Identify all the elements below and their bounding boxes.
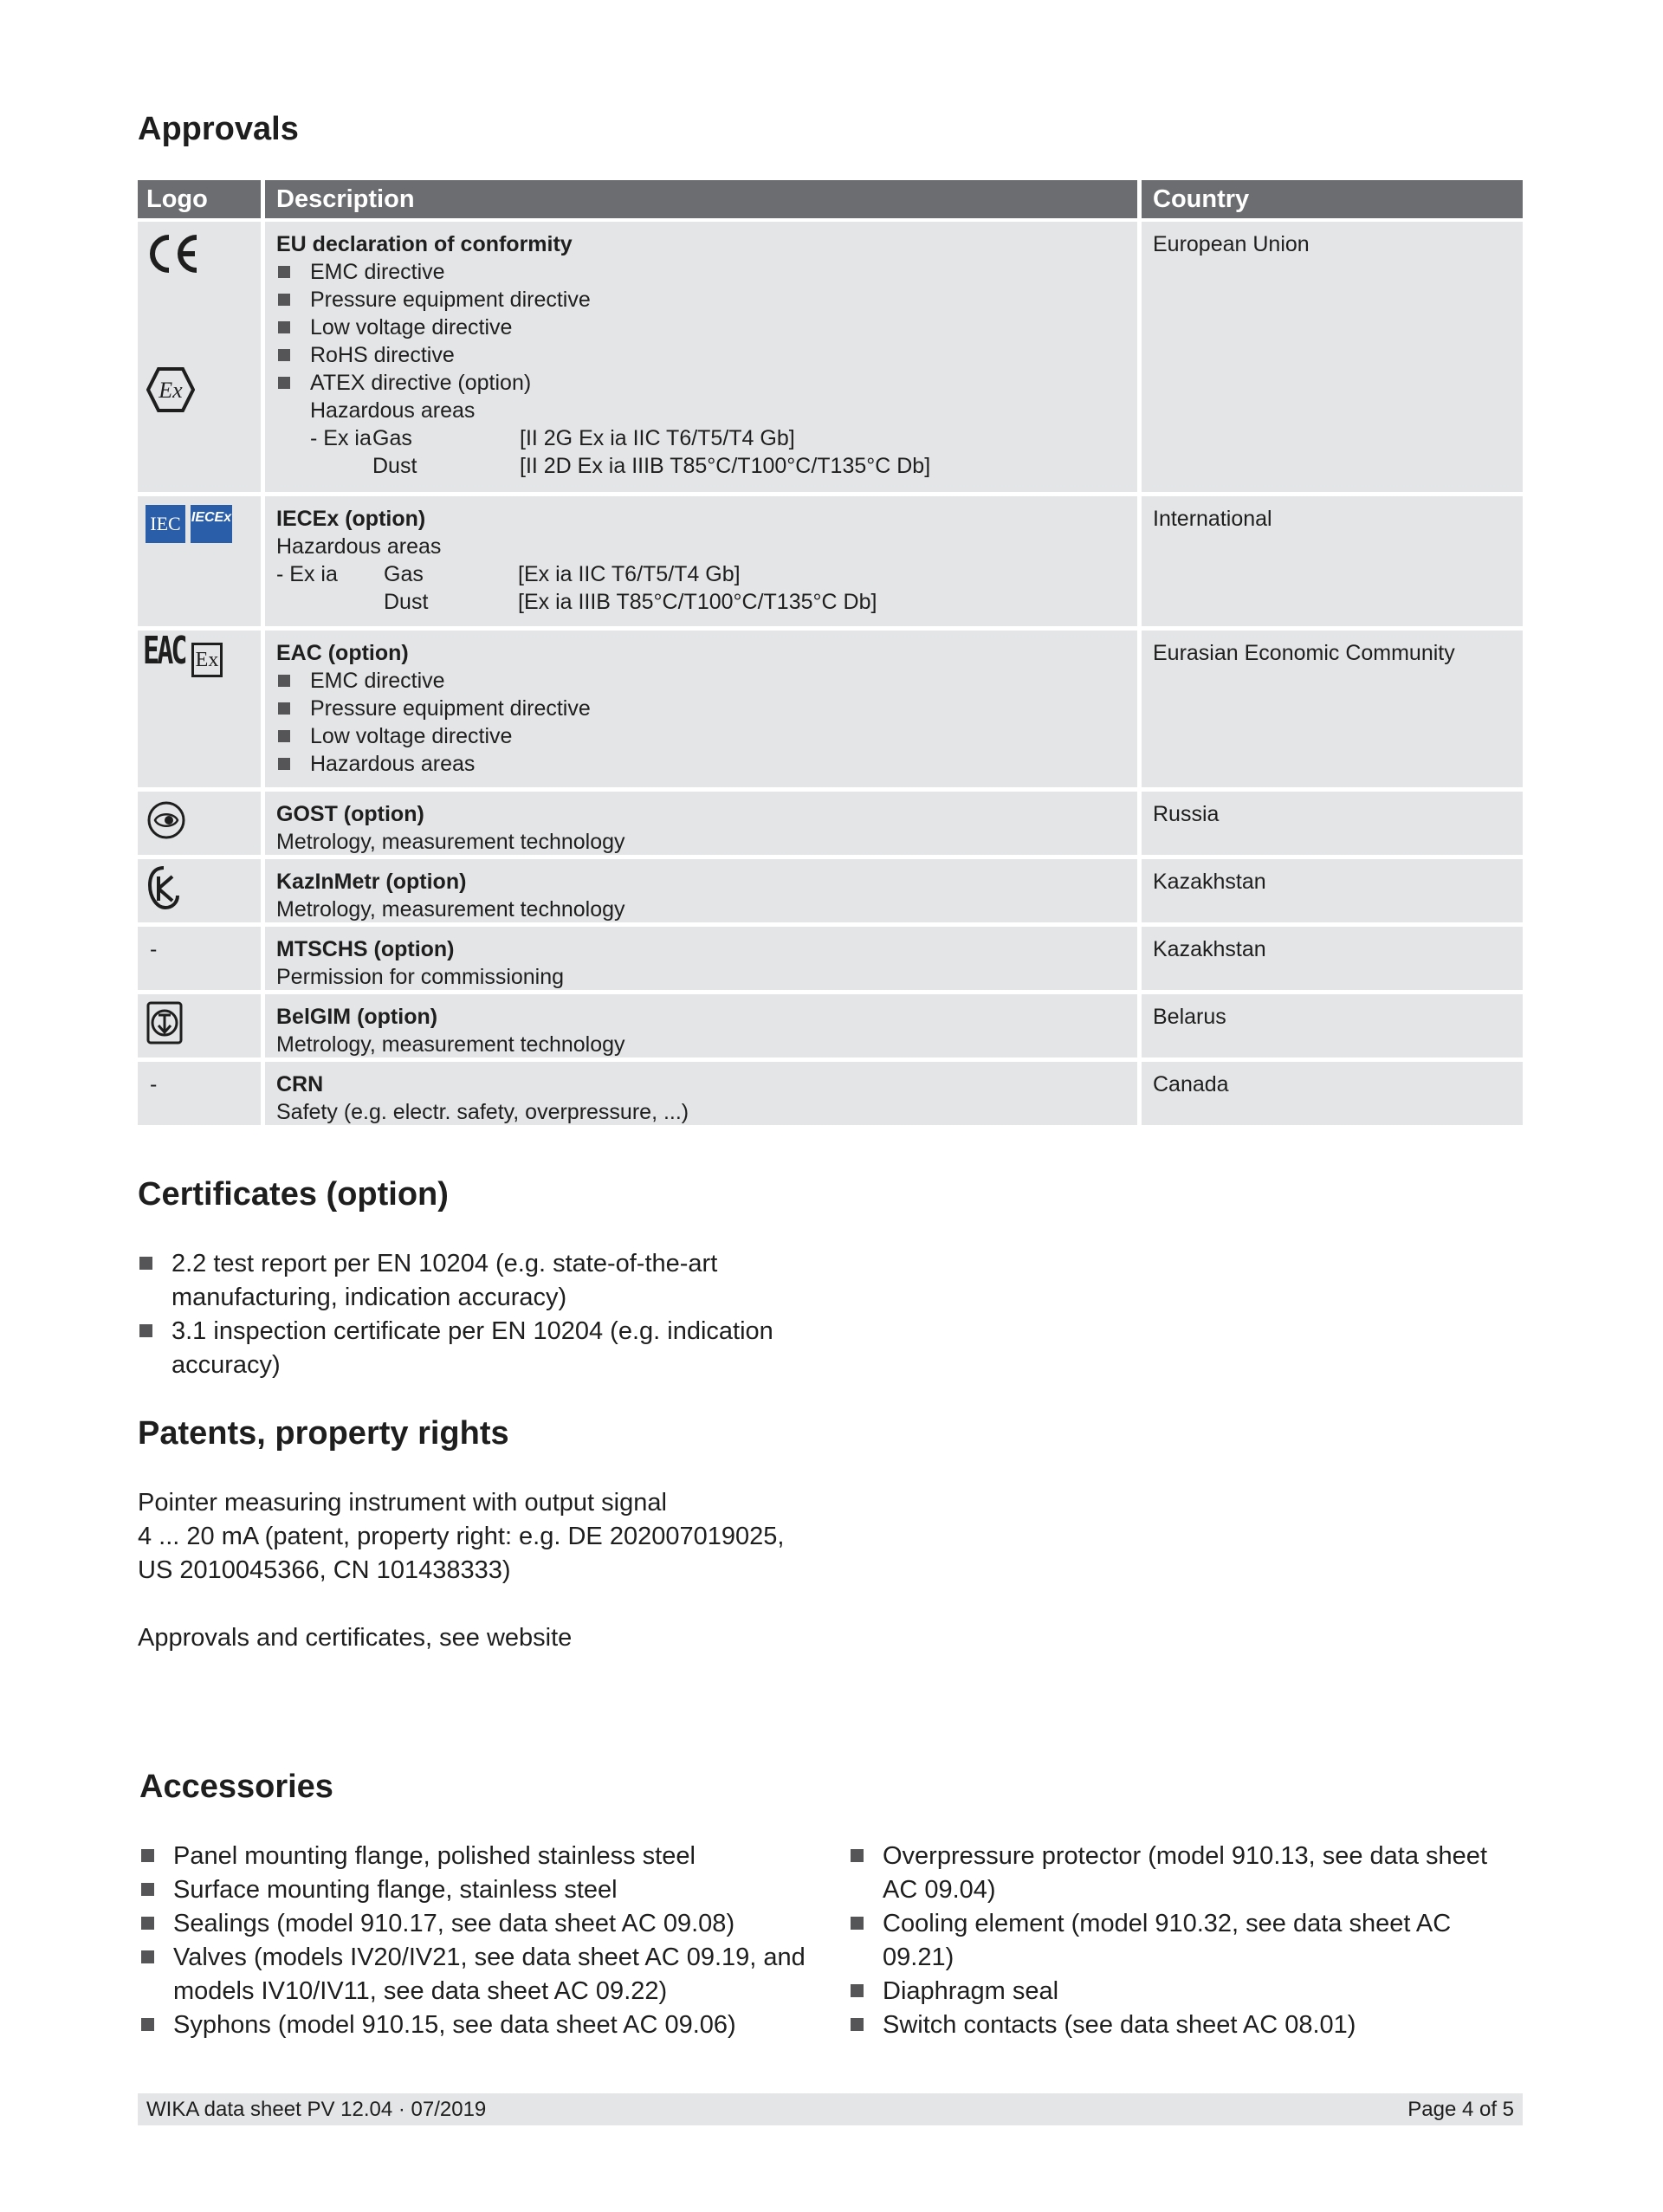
list-item-text: Pressure equipment directive [310,288,591,312]
list-item-text: Valves (models IV20/IV21, see data sheet AC 09.19, and [173,1944,806,1971]
list-item-text: AC 09.04) [883,1876,996,1904]
belgim-desc: Metrology, measurement technology [276,1032,625,1057]
list-item [276,341,1137,369]
list-item-text: Pressure equipment directive [310,696,591,721]
table-row-eac [138,631,1523,787]
exia-label: - Ex ia [276,562,338,586]
list-item [138,1315,773,1382]
gas-code: [II 2G Ex ia IIC T6/T5/T4 Gb] [520,426,795,450]
bullet-icon [139,1324,152,1337]
description-cell [265,1062,1137,1125]
col-logo: Logo [138,180,261,218]
logo-cell [138,859,261,922]
bullet-icon [139,1257,152,1270]
description-cell [265,631,1137,787]
country-cell: European Union [1142,222,1523,492]
list-item-text: Sealings (model 910.17, see data sheet AC 09.08) [173,1910,735,1937]
bullet-icon [278,377,290,389]
list-item [849,2008,1524,2042]
bullet-icon [141,1917,154,1930]
patents-heading: Patents, property rights [138,1415,509,1452]
country-cell: Canada [1142,1062,1523,1125]
list-item [276,695,1137,722]
belgim-logo-icon [146,1001,183,1045]
list-item-text: Syphons (model 910.15, see data sheet AC 09.06) [173,2011,736,2039]
list-item [138,1247,773,1315]
ce-mark-icon [145,232,200,275]
logo-cell: - [138,1062,261,1125]
list-item-text: Overpressure protector (model 910.13, see data sheet [883,1842,1487,1870]
table-row-mtschs [138,927,1523,990]
list-item-text: 2.2 test report per EN 10204 (e.g. state-of-the-art [171,1250,718,1277]
list-item [276,314,1137,341]
dust-label: Dust [384,590,429,614]
bullet-icon [278,294,290,306]
gost-title: GOST (option) [276,802,424,826]
bullet-icon [851,2018,864,2031]
list-item [276,667,1137,695]
country-cell: International [1142,496,1523,626]
hazardous-label: Hazardous areas [276,534,442,559]
list-item [276,369,1137,397]
bullet-icon [141,1849,154,1862]
bullet-icon [851,1984,864,1997]
accessories-left-list [139,1840,815,2042]
list-item-text: Switch contacts (see data sheet AC 08.01) [883,2011,1356,2039]
atex-ex-icon [146,367,195,412]
mtschs-desc: Permission for commissioning [276,965,565,989]
country-cell: Russia [1142,792,1523,855]
iecex-logo-icon: IECEx [191,505,232,543]
col-description: Description [265,180,1137,218]
exia-label: - Ex ia [310,426,372,450]
eu-title: EU declaration of conformity [276,232,573,256]
gas-code: [Ex ia IIC T6/T5/T4 Gb] [518,562,741,586]
bullet-icon [278,266,290,278]
bullet-icon [851,1917,864,1930]
footer-page-number: Page 4 of 5 [1407,2097,1514,2121]
list-item [849,1975,1524,2008]
iec-logo-icon: IEC [146,505,185,543]
bullet-icon [278,758,290,770]
logo-cell [138,222,261,492]
gas-label: Gas [372,426,412,450]
bullet-icon [278,675,290,687]
list-item-text: models IV10/IV11, see data sheet AC 09.22) [173,1977,668,2005]
table-row-belgim [138,994,1523,1057]
hazardous-label: Hazardous areas [310,398,476,423]
list-item [139,1840,815,1873]
kazinmetr-logo-icon [146,864,181,911]
approvals-note: Approvals and certificates, see website [138,1624,573,1652]
table-row-kazinmetr [138,859,1523,922]
bullet-icon [851,1849,864,1862]
dust-label: Dust [372,454,417,478]
patents-text [138,1486,784,1655]
list-item-text: ATEX directive (option) [310,371,532,395]
list-item-text: Surface mounting flange, stainless steel [173,1876,618,1904]
list-item-text: Low voltage directive [310,315,513,340]
list-item-text: Hazardous areas [310,752,476,776]
mtschs-title: MTSCHS (option) [276,937,455,961]
list-item [849,1907,1524,1975]
logo-cell [138,792,261,855]
ex-gas-line [276,560,1137,588]
footer-datasheet: WIKA data sheet PV 12.04 · 07/2019 [146,2097,487,2121]
gost-desc: Metrology, measurement technology [276,830,625,854]
list-item [139,1941,815,2008]
list-item-text: Low voltage directive [310,724,513,748]
approvals-heading: Approvals [138,111,299,147]
description-cell [265,496,1137,626]
atex-ex-label: Ex [159,378,183,403]
ex-dust-line [276,588,1137,616]
description-cell [265,994,1137,1057]
list-item [276,750,1137,778]
table-row-gost [138,792,1523,855]
dust-code: [Ex ia IIIB T85°C/T100°C/T135°C Db] [518,590,877,614]
table-row-iecex [138,496,1523,626]
logo-cell: - [138,927,261,990]
crn-title: CRN [276,1072,324,1096]
bullet-icon [278,349,290,361]
bullet-icon [278,702,290,715]
approvals-table [138,180,1523,1129]
table-header [138,180,1523,218]
list-item [139,1907,815,1941]
list-item-text: EMC directive [310,669,445,693]
certificates-list [138,1247,773,1382]
gas-label: Gas [384,562,424,586]
belgim-title: BelGIM (option) [276,1005,438,1029]
logo-cell [138,994,261,1057]
list-item [849,1840,1524,1907]
eac-ex-icon: Ex [191,643,223,677]
patents-line: US 2010045366, CN 101438333) [138,1556,511,1584]
ex-dust-line [276,452,1137,480]
bullet-icon [141,1883,154,1896]
list-item [276,258,1137,286]
list-item-text: EMC directive [310,260,445,284]
country-cell: Belarus [1142,994,1523,1057]
logo-cell [138,496,261,626]
list-item-text: Diaphragm seal [883,1977,1059,2005]
page-footer [138,2093,1523,2125]
list-item-text: Cooling element (model 910.32, see data sheet AC 09.21) [883,1910,1452,1971]
description-cell [265,222,1137,492]
logo-cell [138,631,261,787]
certificates-heading: Certificates (option) [138,1176,449,1213]
description-cell [265,792,1137,855]
list-item-text: Panel mounting flange, polished stainless steel [173,1842,696,1870]
kazinmetr-desc: Metrology, measurement technology [276,897,625,922]
iecex-title: IECEx (option) [276,507,426,531]
list-item [276,286,1137,314]
patents-line: 4 ... 20 mA (patent, property right: e.g. DE 202007019025, [138,1523,785,1550]
bullet-icon [278,321,290,333]
list-item [139,1873,815,1907]
list-item-text: 3.1 inspection certificate per EN 10204 (e.g. indication [171,1317,773,1345]
bullet-icon [278,730,290,742]
table-row-crn [138,1062,1523,1125]
eac-title: EAC (option) [276,641,409,665]
list-item [276,722,1137,750]
country-cell: Kazakhstan [1142,927,1523,990]
country-cell: Eurasian Economic Community [1142,631,1523,787]
ex-gas-line [276,424,1137,452]
accessories-right-list [849,1840,1524,2042]
description-cell [265,859,1137,922]
bullet-icon [141,1950,154,1963]
eac-logo-icon: EAC [143,629,185,673]
col-country: Country [1142,180,1523,218]
kazinmetr-title: KazInMetr (option) [276,870,467,894]
list-item [139,2008,815,2042]
description-cell [265,927,1137,990]
list-item-text: manufacturing, indication accuracy) [171,1284,567,1311]
gost-logo-icon [146,800,186,840]
bullet-icon [141,2018,154,2031]
list-item-text: accuracy) [171,1351,281,1379]
patents-line: Pointer measuring instrument with output signal [138,1489,667,1517]
accessories-heading: Accessories [139,1769,333,1805]
list-item-text: RoHS directive [310,343,455,367]
country-cell: Kazakhstan [1142,859,1523,922]
table-row-eu [138,222,1523,492]
dust-code: [II 2D Ex ia IIIB T85°C/T100°C/T135°C Db] [520,454,931,478]
crn-desc: Safety (e.g. electr. safety, overpressure, ...) [276,1100,689,1124]
